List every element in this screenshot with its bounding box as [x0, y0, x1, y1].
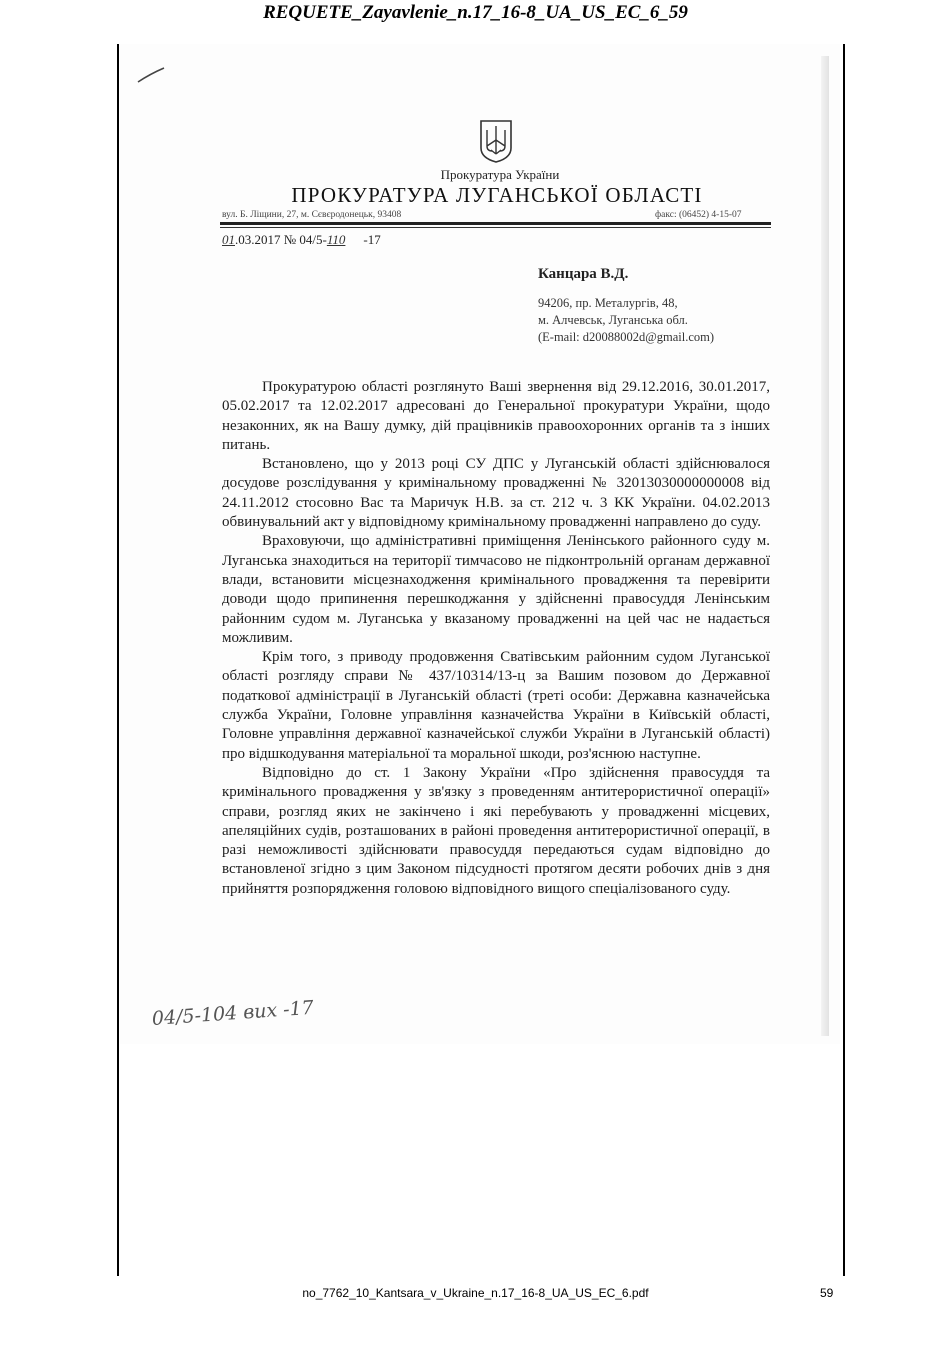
pen-stroke-mark	[136, 62, 168, 86]
recipient-address	[538, 295, 714, 346]
outgoing-date: .03.2017 № 04/5-	[235, 232, 327, 247]
outgoing-number	[222, 232, 381, 248]
outgoing-reg-number: 110	[326, 232, 346, 247]
recipient-name: Канцара В.Д.	[538, 266, 629, 282]
right-border-line	[843, 44, 845, 1276]
letter-body	[222, 378, 770, 899]
outgoing-suffix: -17	[363, 232, 381, 247]
footer-filename: no_7762_10_Kantsara_v_Ukraine_n.17_16-8_UA_US_EC_6.pdf	[302, 1286, 649, 1300]
footer-page-number: 59	[820, 1286, 834, 1300]
letterhead-subtitle: Прокуратура України	[440, 167, 560, 182]
body-paragraph: Крім того, з приводу продовження Сватівським районним судом Луганської області розгляду справи № 437/10314/13-ц за Вашим позовом до Державної податкової адміністрації в Луганській області (треті особи: Державна казначейська служба України, Головне управління казначейства України в Київській області, Головне управління державної казначейської служби України в Луганській області) про відшкодування матеріальної та моральної шкоди, роз'яснюю наступне.	[222, 649, 770, 762]
scan-shadow-edge	[821, 56, 829, 1036]
body-paragraph: Відповідно до ст. 1 Закону України «Про здійснення правосуддя та кримінального провадження у зв'язку з проведенням антитерористичної операції» справи, розгляд яких не закінчено і які перебувають у провадженні місцевих, апеляційних судів, розташованих в районі проведення антитерористичної операції, в разі неможливості здійснювати правосуддя передаються судам відповідно до встановленої згідно з цим Законом підсудності протягом десяти робочих днів з дня прийняття розпорядження головою відповідного вищого спеціалізованого суду.	[222, 764, 770, 897]
body-paragraph: Прокуратурою області розглянуто Ваші звернення від 29.12.2016, 30.01.2017, 05.02.2017 та 12.02.2017 адресовані до Генеральної прокуратури України, щодо незаконних, як на Вашу думку, дій працівників правоохоронних органів та з інших питань.	[222, 379, 770, 453]
recipient-address-line: 94206, пр. Металургів, 48,	[538, 296, 678, 310]
body-paragraph: Встановлено, що у 2013 році СУ ДПС у Луганській області здійснювалося досудове розслідування у кримінальному провадженні № 32013030000000008 від 24.11.2012 стосовно Вас та Маричук Н.В. за ст. 212 ч. 3 КК України. 04.02.2013 обвинувальний акт у відповідному кримінальному провадженні направлено до суду.	[222, 456, 770, 531]
outgoing-day: 01	[222, 232, 235, 247]
recipient-email: (E-mail: d20088002d@gmail.com)	[538, 330, 715, 344]
trident-emblem-icon	[478, 118, 514, 164]
letterhead-rule-thick	[220, 222, 771, 225]
recipient-address-line: м. Алчевськ, Луганська обл.	[538, 313, 688, 327]
left-border-line	[117, 44, 119, 1276]
document-header-title: REQUETE_Zayavlenie_n.17_16-8_UA_US_EC_6_59	[263, 2, 688, 23]
letterhead-address: вул. Б. Ліщини, 27, м. Сєвєродонецьк, 93408	[222, 210, 402, 220]
handwritten-reg-note: 04/5-104 вих -17	[151, 996, 315, 1030]
letterhead-fax: факс: (06452) 4-15-07	[655, 210, 742, 220]
letterhead-rule-thin	[220, 227, 771, 228]
letterhead-title: ПРОКУРАТУРА ЛУГАНСЬКОЇ ОБЛАСТІ	[291, 183, 703, 207]
body-paragraph: Враховуючи, що адміністративні приміщення Ленінського районного суду м. Луганська знаходиться на території тимчасово не підконтрольній органам державної влади, встановити місцезнаходження кримінального провадження та перевірити доводи щодо припинення перешкоджання у здійсненні правосуддя Ленінським районним судом м. Луганська у вказаному провадженні на цей час не надається можливим.	[222, 533, 770, 646]
